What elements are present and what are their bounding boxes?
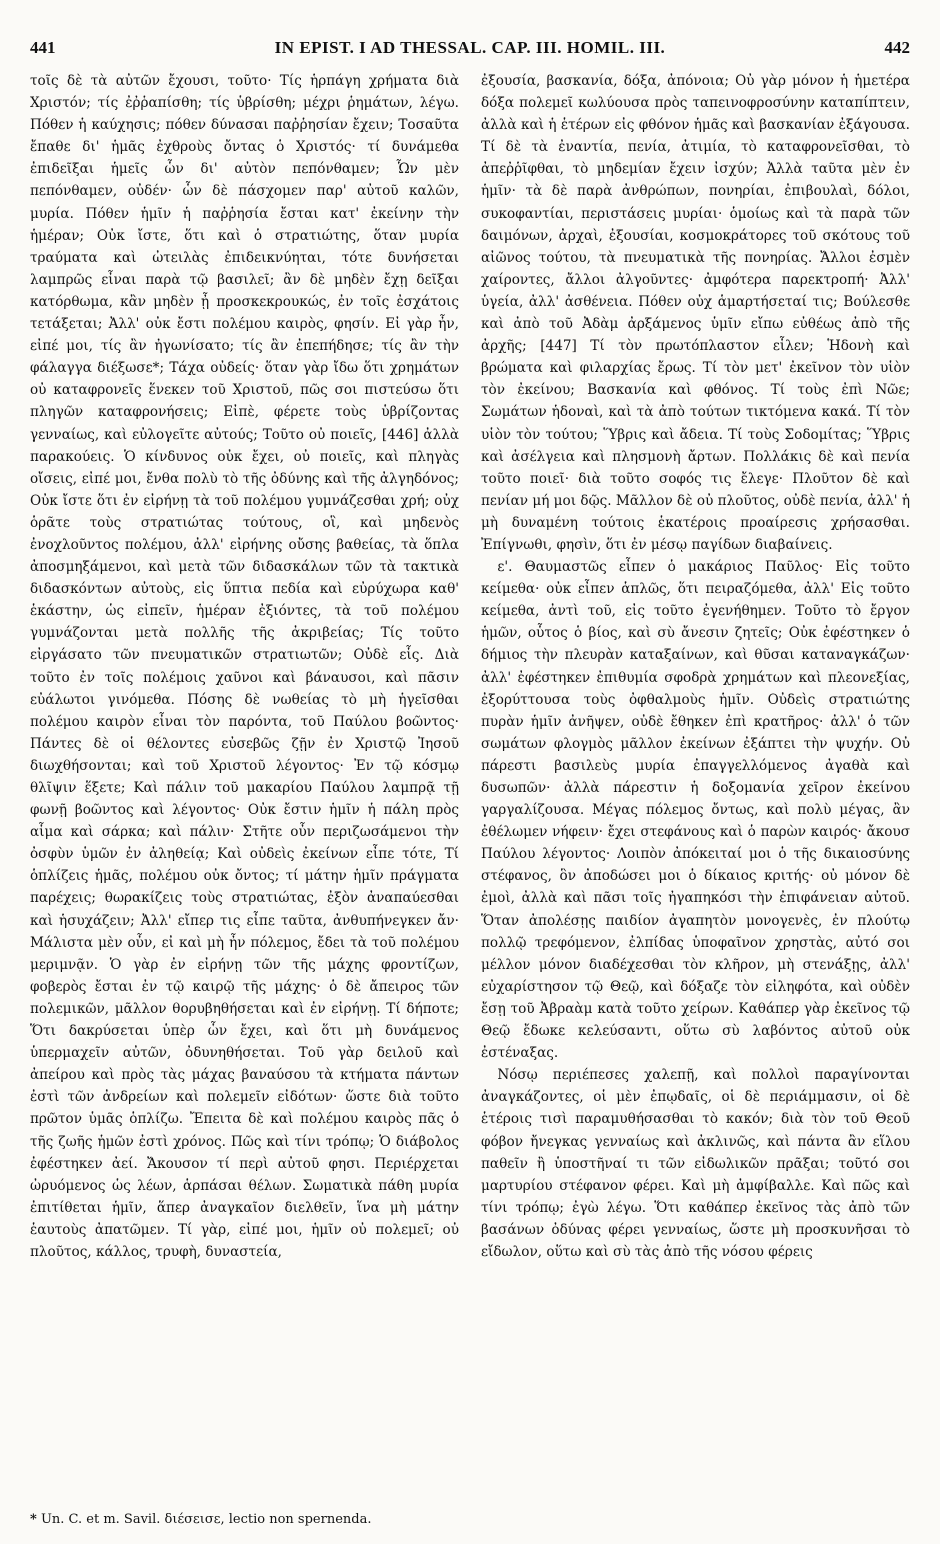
- footnote-text: Un. C. et m. Savil. διέσεισε, lectio non spernenda.: [40, 1512, 372, 1527]
- right-column-paragraph-1: ἐξουσία, βασκανία, δόξα, ἀπόνοια; Οὐ γὰρ μόνον ἡ ἡμετέρα δόξα πολεμεῖ κωλύουσα πρὸς ταπεινοφροσύνην καταπίπτειν, ἀλλὰ καὶ ἡ ἑτέρων εἰς φθόνον ἡμᾶς καὶ βασκανίαν ἐξάγουσα. Τί δὲ τὰ ἐναντία, πενία, ἀτιμία, τὸ καταφρονεῖσθαι, τὸ ἀπεῤῥῖφθαι, τὸ μηδεμίαν ἔχειν ἰσχύν; Ἀλλὰ ταῦτα μὲν ἐν ἡμῖν· τὰ δὲ παρὰ ἀνθρώπων, πονηρίαι, ἐπιβουλαὶ, δόλοι, συκοφαντίαι, περιστάσεις μυρίαι· ὁμοίως καὶ τὰ παρὰ τῶν δαιμόνων, ἀρχαὶ, ἐξουσίαι, κοσμοκράτορες τοῦ σκότους τοῦ αἰῶνος τούτου, τὰ πνευματικὰ τῆς πονηρίας. Ἄλλοι ἐσμὲν χαίροντες, ἄλλοι ἀλγοῦντες· ἀμφότερα παρεκτροπή· Ἀλλ' ὑγεία, ἀλλ' ἀσθένεια. Πόθεν οὐχ ἁμαρτήσεταί τις; Βούλεσθε καὶ ἀπὸ τοῦ Ἀδὰμ ἀρξάμενος ὑμῖν εἴπω εὐθέως ἀπὸ τῆς ἀρχῆς; [447] Τί τὸν πρωτόπλαστον εἷλεν; Ἡδονὴ καὶ βρώματα καὶ φιλαρχίας ἔρως. Τί τὸν μετ' ἐκεῖνον τὸν υἱὸν τὸν ἐκείνου; Βασκανία καὶ φθόνος. Τί τοὺς ἐπὶ Νῶε; Σωμάτων ἡδοναὶ, καὶ τὰ ἀπὸ τούτων τικτόμενα κακά. Τί τὸν υἱὸν τὸν τούτου; Ὕβρις καὶ ἄδεια. Τί τοὺς Σοδομίτας; Ὕβρις καὶ ἀσέλγεια καὶ πλησμονὴ ἄρτων. Πολλάκις δὲ καὶ πενία τοῦτο ποιεῖ· διὰ τοῦτο σοφός τις ἔλεγε· Πλοῦτον δὲ καὶ πενίαν μή μοι δῷς. Μᾶλλον δὲ οὐ πλοῦτος, οὐδὲ πενία, ἀλλ' ἡ μὴ δυναμένη τούτοις ἑκατέροις προαίρεσις χρήσασθαι. Ἐπίγνωθι, φησὶν, ὅτι ἐν μέσῳ παγίδων διαβαίνεις.: [481, 73, 910, 553]
- right-page-number: 442: [884, 38, 910, 57]
- running-title: IN EPIST. I AD THESSAL. CAP. III. HOMIL. III.: [274, 38, 666, 57]
- left-page-number: 441: [30, 38, 56, 57]
- footnote: [30, 1510, 459, 1530]
- left-column: [30, 70, 459, 1530]
- text-columns: [30, 70, 910, 1530]
- footnote-mark: *: [30, 1512, 37, 1527]
- right-column: [481, 70, 910, 1530]
- left-column-text: τοῖς δὲ τὰ αὐτῶν ἔχουσι, τοῦτο· Τίς ἡρπάγη χρήματα διὰ Χριστόν; τίς ἐῤῥαπίσθη; τίς ὑβρίσθη; μέχρι ῥημάτων, λέγω. Πόθεν ἡ καύχησις; πόθεν δύνασαι παῤῥησίαν ἔχειν; Τοσαῦτα ἔπαθε δι' ἡμᾶς ἐχθροὺς ὄντας ὁ Χριστός· τί δυνάμεθα ἐπιδεῖξαι ἡμεῖς ὧν δι' αὐτὸν πεπόνθαμεν; Ὧν μὲν πεπόνθαμεν, οὐδέν· ὧν δὲ πάσχομεν παρ' αὐτοῦ καλῶν, μυρία. Πόθεν ἡμῖν ἡ παῤῥησία ἔσται κατ' ἐκείνην τὴν ἡμέραν; Οὐκ ἴστε, ὅτι καὶ ὁ στρατιώτης, ὅταν μυρία τραύματα καὶ ὠτειλὰς ἐπιδεικνύηται, τότε δυνήσεται λαμπρῶς εἶναι παρὰ τῷ βασιλεῖ; ἂν δὲ μηδὲν ἔχῃ δεῖξαι κατόρθωμα, κἂν μηδὲν ᾖ προσκεκρουκώς, ἐν τοῖς ἐσχάτοις τετάξεται; Ἀλλ' οὐκ ἔστι πολέμου καιρὸς, φησίν. Εἰ γὰρ ἦν, εἰπέ μοι, τίς ἂν ἠγωνίσατο; τίς ἂν ἐπεπήδησε; τίς ἂν τὴν φάλαγγα διέξωσε*; Τάχα οὐδείς· ὅταν γὰρ ἴδω ὅτι χρημάτων οὐ καταφρονεῖς ἕνεκεν τοῦ Χριστοῦ, πῶς σοι πιστεύσω ὅτι πληγῶν καταφρονήσεις; Εἰπὲ, φέρετε τοὺς ὑβρίζοντας γενναίως, καὶ εὐλογεῖτε αὐτούς; Τοῦτο οὐ ποιεῖς, [446] ἀλλὰ παρακούεις. Ὁ κίνδυνος οὐκ ἔχει, οὐ ποιεῖς, καὶ πληγὰς οἴσεις, εἰπέ μοι, ἔνθα πολὺ τὸ τῆς ὀδύνης καὶ τῆς ἀλγηδόνος; Οὐκ ἴστε ὅτι ἐν εἰρήνῃ τὰ τοῦ πολέμου γυμνάζεσθαι χρή; οὐχ ὁρᾶτε τοὺς στρατιώτας τούτους, οἳ, καὶ μηδενὸς ἐνοχλοῦντος πολέμου, ἀλλ' εἰρήνης οὔσης βαθείας, τὰ ὅπλα ἀποσμηξάμενοι, καὶ μετὰ τῶν διδασκάλων τῶν τὰ τακτικὰ διδασκόντων αὐτοὺς, εἰς ὕπτια πεδία καὶ εὐρύχωρα καθ' ἑκάστην, ὡς εἰπεῖν, ἡμέραν ἐξιόντες, τὰ τοῦ πολέμου γυμνάζονται μετὰ πολλῆς τῆς ἀκριβείας; Τίς τοῦτο εἰργάσατο τῶν πνευματικῶν στρατιωτῶν; Οὐδὲ εἷς. Διὰ τοῦτο ἐν τοῖς πολέμοις χαῦνοι καὶ βάναυσοι, καὶ πᾶσιν εὐάλωτοι γινόμεθα. Πόσης δὲ νωθείας τὸ μὴ ἡγεῖσθαι πολέμου καιρὸν εἶναι τὸν παρόντα, τοῦ Παύλου βοῶντος· Πάντες δὲ οἱ θέλοντες εὐσεβῶς ζῇν ἐν Χριστῷ Ἰησοῦ διωχθήσονται; καὶ τοῦ Χριστοῦ λέγοντος· Ἐν τῷ κόσμῳ θλῖψιν ἕξετε; Καὶ πάλιν τοῦ μακαρίου Παύλου λαμπρᾷ τῇ φωνῇ βοῶντος καὶ λέγοντος· Οὐκ ἔστιν ἡμῖν ἡ πάλη πρὸς αἷμα καὶ σάρκα; καὶ πάλιν· Στῆτε οὖν περιζωσάμενοι τὴν ὀσφὺν ὑμῶν ἐν ἀληθείᾳ; Καὶ οὐδεὶς ἐκείνων εἶπε τότε, Τί ὁπλίζεις ἡμᾶς, πολέμου οὐκ ὄντος; τί μάτην ἡμῖν πράγματα παρέχεις; θωρακίζεις τοὺς στρατιώτας, ἐξὸν ἀναπαύεσθαι καὶ ἡσυχάζειν; Ἀλλ' εἴπερ τις εἶπε ταῦτα, ἀνθυπήνεγκεν ἄν· Μάλιστα μὲν οὖν, εἰ καὶ μὴ ἦν πόλεμος, ἔδει τὰ τοῦ πολέμου μεριμνᾷν. Ὁ γὰρ ἐν εἰρήνῃ τῶν τῆς μάχης φροντίζων, φοβερὸς ἔσται ἐν τῷ καιρῷ τῆς μάχης· ὁ δὲ ἄπειρος τῶν πολεμικῶν, μᾶλλον θορυβηθήσεται καὶ ἐν εἰρήνῃ. Τί δήποτε; Ὅτι δακρύσεται ὑπὲρ ὧν ἔχει, καὶ ὅτι μὴ δυνάμενος ὑπερμαχεῖν αὐτῶν, ὀδυνηθήσεται. Τοῦ γὰρ δειλοῦ καὶ ἀπείρου καὶ πρὸς τὰς μάχας βαναύσου τὰ κτήματα πάντων ἐστὶ τῶν ἀνδρείων καὶ πολεμεῖν εἰδότων· ὥστε διὰ τοῦτο πρῶτον ὑμᾶς ὁπλίζω. Ἔπειτα δὲ καὶ πολέμου καιρὸς πᾶς ὁ τῆς ζωῆς ἡμῶν ἐστὶ χρόνος. Πῶς καὶ τίνι τρόπῳ; Ὁ διάβολος ἐφέστηκεν ἀεί. Ἄκουσον τί περὶ αὐτοῦ φησι. Περιέρχεται ὠρυόμενος ὡς λέων, ἁρπάσαι θέλων. Σωματικὰ πάθη μυρία ἐπιτίθεται ἡμῖν, ἅπερ ἀναγκαῖον διελθεῖν, ἵνα μὴ μάτην ἑαυτοὺς ἀπατῶμεν. Τί γὰρ, εἰπέ μοι, ἡμῖν οὐ πολεμεῖ; οὐ πλοῦτος, κάλλος, τρυφὴ, δυναστεία,: [30, 73, 459, 1260]
- right-column-paragraph-2: ε'. Θαυμαστῶς εἶπεν ὁ μακάριος Παῦλος· Εἰς τοῦτο κείμεθα· οὐκ εἶπεν ἁπλῶς, ὅτι πειραζόμεθα, ἀλλ' Εἰς τοῦτο κείμεθα, ἀντὶ τοῦ, εἰς τοῦτο ἐγενήθημεν. Τοῦτο τὸ ἔργον ἡμῶν, οὗτος ὁ βίος, καὶ σὺ ἄνεσιν ζητεῖς; Οὐκ ἐφέστηκεν ὁ δήμιος τὴν πλευρὰν καταξαίνων, καὶ θῦσαι καταναγκάζων· ἀλλ' ἐφέστηκεν ἐπιθυμία σφοδρὰ χρημάτων καὶ πλεονεξίας, ἐξορύττουσα τοὺς ὀφθαλμοὺς ἡμῖν. Οὐδεὶς στρατιώτης πυρὰν ἡμῖν ἀνῆψεν, οὐδὲ ἔθηκεν ἐπὶ κρατῆρος· ἀλλ' ὁ τῶν σωμάτων φλογμὸς μᾶλλον ἐκείνων ἐξάπτει τὴν ψυχήν. Οὐ πάρεστι βασιλεὺς μυρία ἐπαγγελλόμενος ἀγαθὰ καὶ δυσωπῶν· ἀλλὰ πάρεστιν ἡ δοξομανία χεῖρον ἐκείνου γαργαλίζουσα. Μέγας πόλεμος ὄντως, καὶ πολὺ μέγας, ἂν ἐθέλωμεν νήφειν· ἔχει στεφάνους καὶ ὁ παρὼν καιρός· ἄκουσ Παύλου λέγοντος· Λοιπὸν ἀπόκειταί μοι ὁ τῆς δικαιοσύνης στέφανος, ὃν ἀποδώσει μοι ὁ δίκαιος κριτής· οὐ μόνον δὲ ἐμοὶ, ἀλλὰ καὶ πᾶσι τοῖς ἠγαπηκόσι τὴν ἐπιφάνειαν αὐτοῦ. Ὅταν ἀπολέσῃς παιδίον ἀγαπητὸν μονογενὲς, ἐν πλούτῳ πολλῷ τρεφόμενον, ἐλπίδας ὑποφαῖνον χρηστὰς, αὐτό σοι μέλλον μόνον διαδέχεσθαι τὸν κλῆρον, μὴ στενάξῃς, ἀλλ' εὐχαρίστησον τῷ Θεῷ, καὶ δόξαζε τὸν εἰληφότα, καὶ οὐδὲν ἔσῃ τοῦ Ἀβραὰμ κατὰ τοῦτο χείρων. Καθάπερ γὰρ ἐκεῖνος τῷ Θεῷ ἔδωκε κελεύσαντι, οὕτω σὺ λαβόντος αὐτοῦ οὐκ ἐστέναξας.: [481, 559, 910, 1062]
- right-column-paragraph-3: Νόσῳ περιέπεσες χαλεπῇ, καὶ πολλοὶ παραγίνονται ἀναγκάζοντες, οἱ μὲν ἐπῳδαῖς, οἱ δὲ περιάμμασιν, οἱ δὲ ἑτέροις τισὶ παραμυθήσασθαι τὸ κακόν; διὰ τὸν τοῦ Θεοῦ φόβον ἤνεγκας γενναίως καὶ ἀκλινῶς, καὶ πάντα ἂν εἵλου παθεῖν ἢ ὑποστῆναί τι τῶν εἰδωλικῶν πρᾶξαι; τοῦτό σοι μαρτυρίου στέφανον φέρει. Καὶ μὴ ἀμφίβαλλε. Καὶ πῶς καὶ τίνι τρόπῳ; ἐγὼ λέγω. Ὅτι καθάπερ ἐκεῖνος τὰς ἀπὸ τῶν βασάνων ὀδύνας φέρει γενναίως, ὥστε μὴ προσκυνῆσαι τὸ εἴδωλον, οὕτω καὶ σὺ τὰς ἀπὸ τῆς νόσου φέρεις: [481, 1067, 910, 1260]
- running-header: [30, 38, 910, 64]
